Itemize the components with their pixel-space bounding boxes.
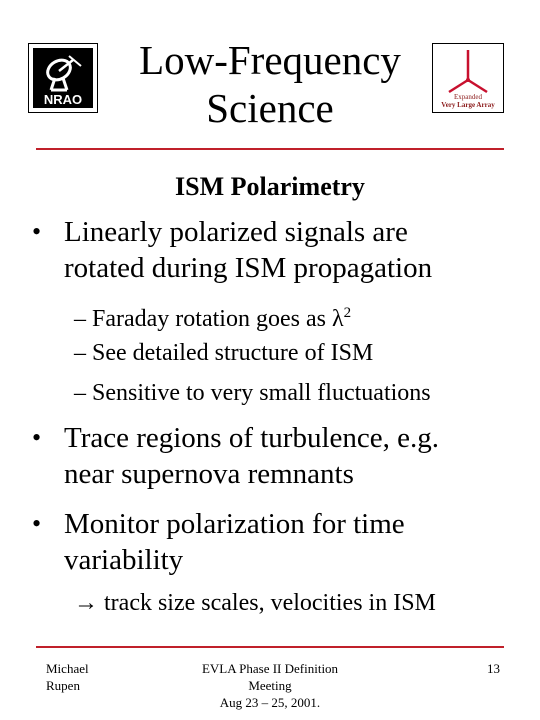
right-arrow-icon: → [74,590,98,616]
dash-marker: – [74,340,86,366]
bullet-3-line-1: Monitor polarization for time [64,508,405,540]
bullet-1-line-1: Linearly polarized signals are [64,216,408,248]
bullet-1-line-2: rotated during ISM propagation [64,252,433,284]
footer-divider [36,646,504,648]
exponent: 2 [343,305,352,321]
footer-event-line-1: EVLA Phase II Definition [201,661,339,676]
evla-logo-line-2: Very Large Array [441,101,495,109]
nrao-logo-text: NRAO [43,92,83,107]
evla-logo-line-1: Expanded [454,93,482,101]
bullet-3 [64,506,405,578]
page-title-line-2: Science [206,85,334,131]
footer-event [170,660,370,711]
subbullet-2-text: See detailed structure of ISM [92,340,374,366]
page-title-line-1: Low-Frequency [139,37,401,83]
arrow-note-text: track size scales, velocities in ISM [104,590,436,616]
nrao-logo-icon [29,44,97,112]
nrao-logo [28,43,98,113]
dash-marker: – [74,306,86,332]
dash-marker: – [74,380,86,406]
footer-author-line-2: Rupen [46,678,80,693]
subbullet-1 [74,298,351,334]
bullet-2-line-1: Trace regions of turbulence, e.g. [64,422,440,454]
page-title [110,36,430,132]
page-number: 13 [487,661,500,676]
evla-logo [432,43,504,113]
bullet-marker: • [32,509,42,538]
bullet-1 [64,214,432,286]
bullet-2 [64,420,439,492]
subbullet-3-text: Sensitive to very small fluctuations [92,380,431,406]
arrow-note [74,588,436,618]
subbullet-1-text: Faraday rotation goes as [92,306,332,332]
section-title: ISM Polarimetry [175,172,365,201]
subbullet-3 [74,378,431,408]
bullet-3-line-2: variability [64,544,184,576]
evla-logo-icon [433,44,503,112]
footer-author [46,660,89,694]
header-divider [36,148,504,150]
footer-event-line-3: Aug 23 – 25, 2001. [219,695,321,710]
bullet-marker: • [32,217,42,246]
lambda-symbol: λ [331,306,344,332]
footer-event-line-2: Meeting [248,678,292,693]
subbullet-2 [74,338,373,368]
bullet-2-line-2: near supernova remnants [64,458,354,490]
bullet-marker: • [32,423,42,452]
footer-author-line-1: Michael [46,661,89,676]
